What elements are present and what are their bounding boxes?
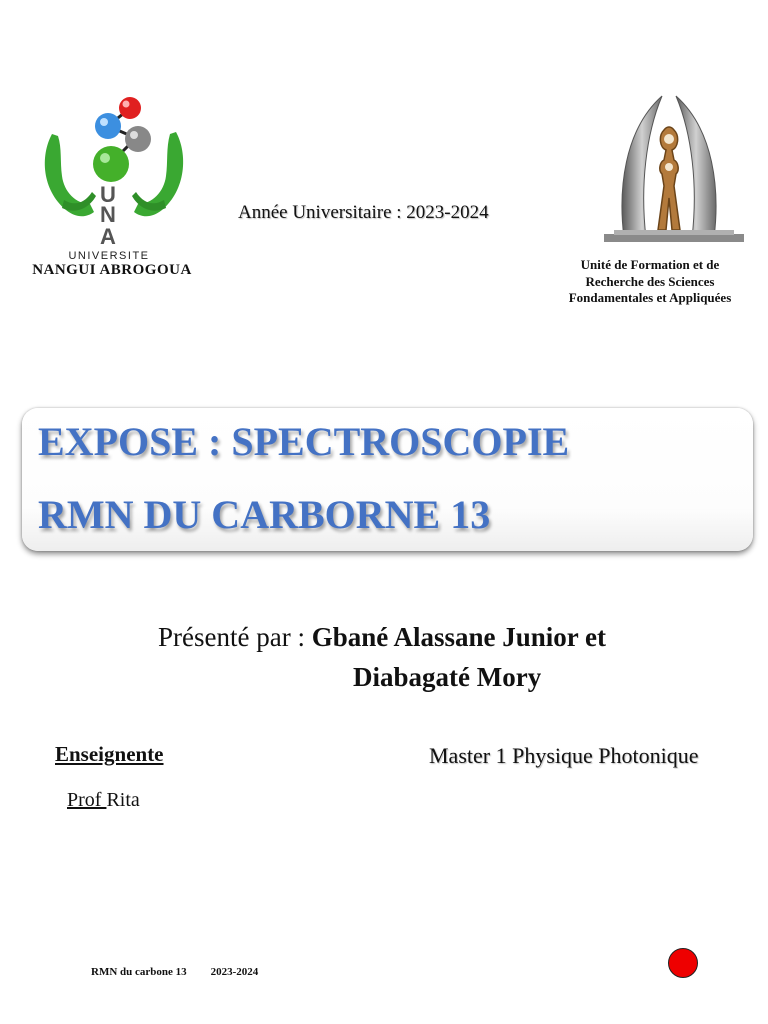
presenters-label: Présenté par : bbox=[158, 622, 312, 652]
footer-year: 2023-2024 bbox=[210, 966, 259, 978]
presenters bbox=[158, 616, 606, 659]
red-dot-icon bbox=[668, 948, 698, 978]
academic-year: Année Universitaire : 2023-2024 bbox=[238, 202, 489, 223]
page-footer bbox=[91, 966, 258, 978]
una-letter-n: N bbox=[100, 202, 116, 227]
ufr-line: Unité de Formation et de bbox=[580, 257, 720, 272]
university-name: NANGUI ABROGOUA bbox=[32, 262, 192, 278]
footer-title: RMN du carbone 13 bbox=[91, 966, 187, 978]
arch-emblem-icon bbox=[584, 90, 754, 248]
teacher-heading: Enseignente bbox=[55, 742, 164, 766]
ufr-line: Recherche des Sciences bbox=[585, 273, 715, 289]
teacher-name: Rita bbox=[106, 789, 140, 811]
una-letter-a: A bbox=[100, 224, 116, 249]
ufr-line: Fondamentales et Appliquées bbox=[568, 290, 732, 305]
title-box bbox=[22, 408, 753, 551]
program-label: Master 1 Physique Photonique bbox=[429, 743, 699, 768]
presenters-names-line2: Diabagaté Mory bbox=[353, 662, 542, 692]
teacher-prefix: Prof bbox=[67, 789, 107, 811]
ufr-logo bbox=[584, 90, 754, 248]
presenters-names-line1: Gbané Alassane Junior et bbox=[311, 622, 607, 652]
university-logo bbox=[14, 92, 214, 282]
title-line-1: EXPOSE : SPECTROSCOPIE bbox=[38, 419, 570, 464]
university-small-label: UNIVERSITE bbox=[68, 250, 150, 262]
una-emblem-icon bbox=[14, 92, 214, 252]
ufr-name bbox=[545, 257, 755, 307]
teacher-line bbox=[67, 789, 140, 812]
title-line-2: RMN DU CARBORNE 13 bbox=[38, 492, 491, 537]
una-letter-u: U bbox=[100, 182, 116, 207]
